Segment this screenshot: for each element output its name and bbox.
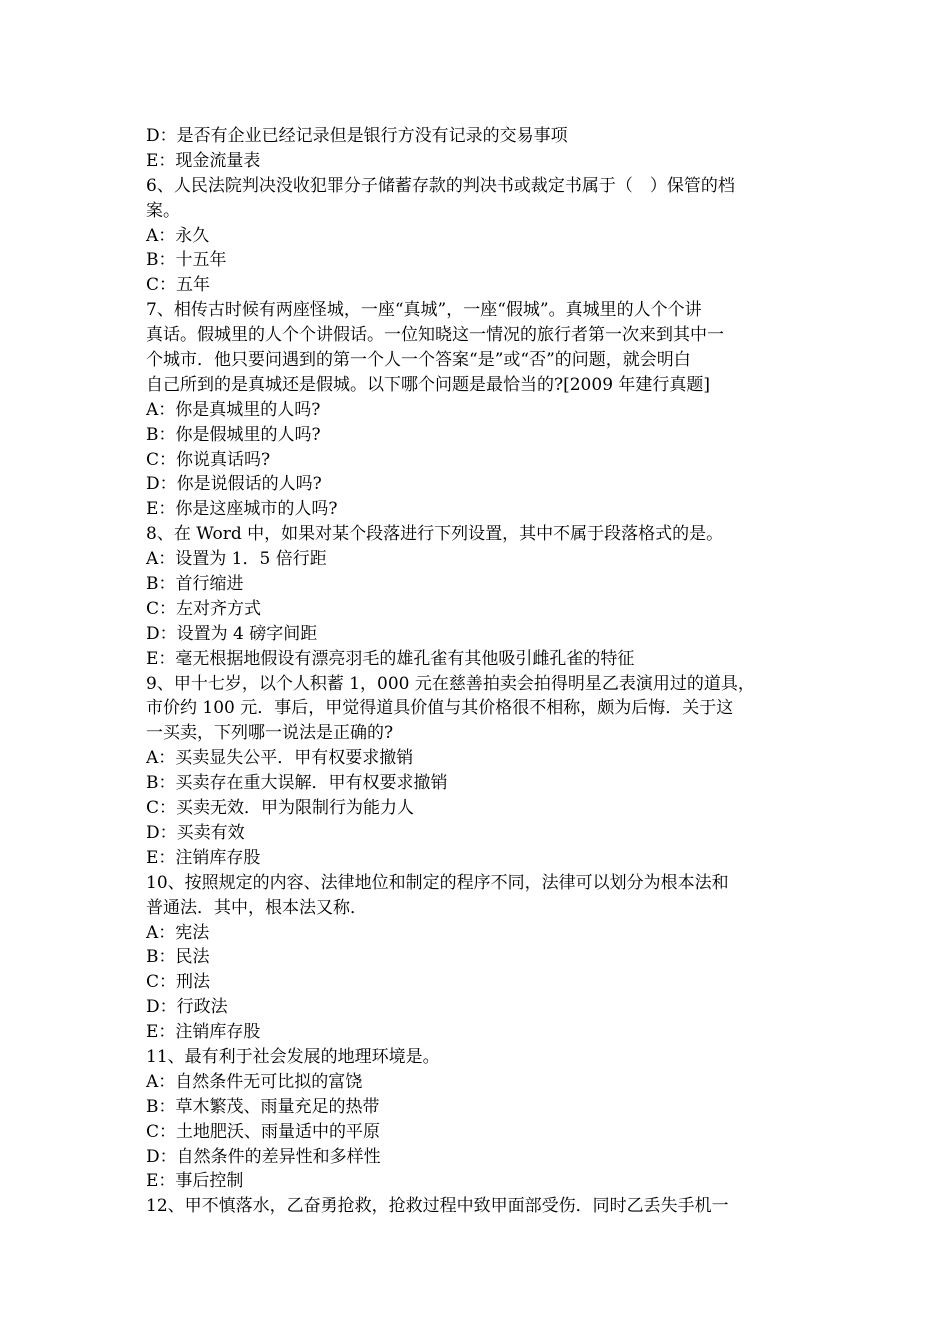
option-line: C：土地肥沃、雨量适中的平原: [146, 1121, 381, 1142]
option-line: D：设置为 4 磅字间距: [146, 623, 318, 644]
option-line: A：买卖显失公平．甲有权要求撤销: [146, 748, 414, 769]
question-line: 7、相传古时候有两座怪城，一座“真城”，一座“假城”。真城里的人个个讲: [146, 300, 702, 321]
option-line: B：十五年: [146, 250, 227, 271]
question-line: 10、按照规定的内容、法律地位和制定的程序不同，法律可以划分为根本法和: [146, 872, 729, 893]
option-line: B：你是假城里的人吗?: [146, 424, 321, 445]
text-line: D：是否有企业已经记录但是银行方没有记录的交易事项: [146, 126, 568, 146]
option-line: C：左对齐方式: [146, 598, 262, 619]
option-line: D：自然条件的差异性和多样性: [146, 1146, 381, 1167]
option-line: C：刑法: [146, 972, 211, 993]
question-line: 个城市．他只要问遇到的第一个人一个答案“是”或“否”的问题，就会明白: [146, 350, 691, 371]
option-line: A：宪法: [146, 922, 210, 943]
option-line: E：毫无根据地假设有漂亮羽毛的雄孔雀有其他吸引雌孔雀的特征: [146, 648, 635, 669]
question-line: 一买卖，下列哪一说法是正确的?: [146, 723, 394, 744]
option-line: C：五年: [146, 275, 211, 296]
option-line: A：自然条件无可比拟的富饶: [146, 1071, 363, 1092]
question-line: 市价约 100 元．事后，甲觉得道具价值与其价格很不相称，颇为后悔．关于这: [146, 698, 734, 719]
option-line: D：买卖有效: [146, 822, 245, 843]
question-line: 真话。假城里的人个个讲假话。一位知晓这一情况的旅行者第一次来到其中一: [146, 325, 724, 346]
option-line: B：草木繁茂、雨量充足的热带: [146, 1096, 380, 1117]
question-line: 自己所到的是真城还是假城。以下哪个问题是最恰当的?[2009 年建行真题]: [146, 374, 711, 395]
option-line: A：你是真城里的人吗?: [146, 399, 321, 420]
question-line: 案。: [146, 200, 180, 221]
option-line: B：首行缩进: [146, 574, 244, 595]
option-line: B：买卖存在重大误解．甲有权要求撤销: [146, 773, 448, 794]
option-line: D：行政法: [146, 997, 228, 1018]
option-line: B：民法: [146, 947, 210, 968]
question-line: 9、甲十七岁，以个人积蓄 1，000 元在慈善拍卖会拍得明星乙表演用过的道具，: [146, 673, 755, 694]
option-line: E：注销库存股: [146, 847, 261, 868]
option-line: A：设置为 1．5 倍行距: [146, 549, 327, 570]
document-body: [146, 124, 826, 1219]
option-line: E：你是这座城市的人吗?: [146, 499, 338, 520]
question-line: 11、最有利于社会发展的地理环境是。: [146, 1046, 440, 1067]
option-line: C：你说真话吗?: [146, 449, 271, 470]
option-line: A：永久: [146, 225, 210, 246]
question-line: 8、在 Word 中，如果对某个段落进行下列设置，其中不属于段落格式的是。: [146, 524, 724, 545]
option-line: E：事后控制: [146, 1171, 244, 1192]
option-line: E：注销库存股: [146, 1022, 261, 1043]
question-line: 6、人民法院判决没收犯罪分子储蓄存款的判决书或裁定书属于（ ）保管的档: [146, 175, 735, 196]
question-line: 12、甲不慎落水，乙奋勇抢救，抢救过程中致甲面部受伤．同时乙丢失手机一: [146, 1196, 729, 1217]
option-line: C：买卖无效．甲为限制行为能力人: [146, 798, 415, 819]
question-line: 普通法．其中，根本法又称．: [146, 897, 367, 918]
option-line: D：你是说假话的人吗?: [146, 474, 322, 495]
text-line: E：现金流量表: [146, 150, 261, 171]
